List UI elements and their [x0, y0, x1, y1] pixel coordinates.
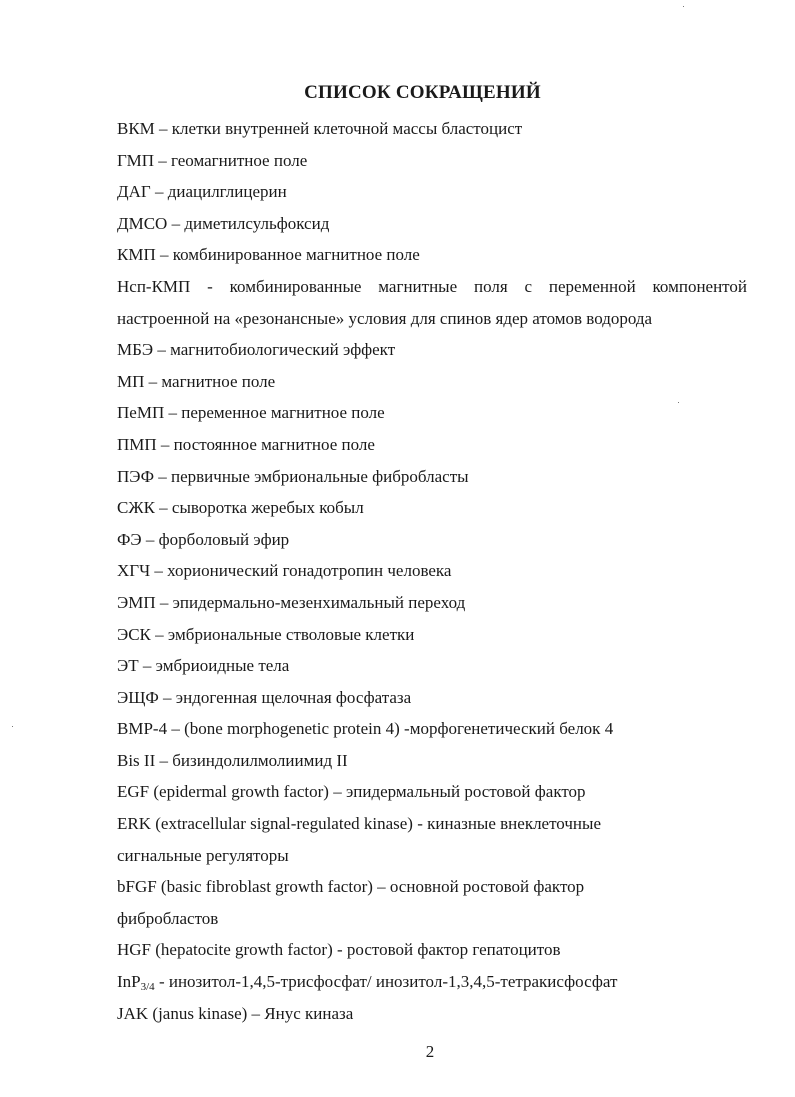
- list-item: ПМП – постоянное магнитное поле: [117, 434, 375, 454]
- abbreviation-list: [117, 113, 747, 1029]
- list-item: JAK (janus kinase) – Янус киназа: [117, 1003, 354, 1023]
- list-item-continuation: фибробластов: [117, 908, 219, 928]
- list-item: ДМСО – диметилсульфоксид: [117, 213, 330, 233]
- list-item: ВМР-4 – (bone morphogenetic protein 4) -морфогенетический белок 4: [117, 719, 614, 739]
- page-title: СПИСОК СОКРАЩЕНИЙ: [304, 82, 541, 103]
- list-item: ЭЩФ – эндогенная щелочная фосфатаза: [117, 687, 412, 707]
- list-item: КМП – комбинированное магнитное поле: [117, 245, 420, 265]
- list-item: ГМП – геомагнитное поле: [117, 150, 308, 170]
- page-number: 2: [425, 1042, 435, 1061]
- list-item: bFGF (basic fibroblast growth factor) – основной ростовой фактор: [117, 877, 585, 897]
- list-item: ERK (extracellular signal-regulated kinase) - киназные внеклеточные: [117, 814, 601, 834]
- list-item: EGF (epidermal growth factor) – эпидермальный ростовой фактор: [117, 782, 586, 802]
- scan-speck: [683, 6, 684, 7]
- list-item: ПЭФ – первичные эмбриональные фибробласты: [117, 466, 469, 486]
- inp-subscript: 3/4: [140, 981, 155, 994]
- list-item: ЭМП – эпидермально-мезенхимальный переход: [117, 592, 466, 612]
- scan-speck: [12, 726, 13, 727]
- list-item: ПеМП – переменное магнитное поле: [117, 403, 385, 423]
- list-item: ДАГ – диацилглицерин: [117, 182, 287, 202]
- list-item: Нсп-КМП - комбинированные магнитные поля с переменной компонентой: [117, 276, 747, 296]
- list-item: ЭСК – эмбриональные стволовые клетки: [117, 624, 415, 644]
- list-item: СЖК – сыворотка жеребых кобыл: [117, 498, 364, 518]
- list-item-inp: [117, 966, 747, 998]
- list-item-continuation: настроенной на «резонансные» условия для спинов ядер атомов водорода: [117, 308, 653, 328]
- list-item: ЭТ – эмбриоидные тела: [117, 656, 290, 676]
- list-item: ХГЧ – хорионический гонадотропин человека: [117, 561, 452, 581]
- list-item: Bis II – бизиндолилмолиимид II: [117, 750, 348, 770]
- list-item-continuation: сигнальные регуляторы: [117, 845, 289, 865]
- scan-speck: [678, 402, 679, 403]
- list-item: ВКМ – клетки внутренней клеточной массы бластоцист: [117, 119, 523, 138]
- list-item: МБЭ – магнитобиологический эффект: [117, 340, 396, 360]
- inp-prefix: InP: [117, 972, 141, 992]
- list-item: HGF (hepatocite growth factor) - ростовой фактор гепатоцитов: [117, 940, 561, 960]
- inp-description: - инозитол-1,4,5-трисфосфат/ инозитол-1,3,4,5-тетракисфосфат: [154, 972, 618, 992]
- list-item: МП – магнитное поле: [117, 371, 276, 391]
- list-item: ФЭ – форболовый эфир: [117, 529, 290, 549]
